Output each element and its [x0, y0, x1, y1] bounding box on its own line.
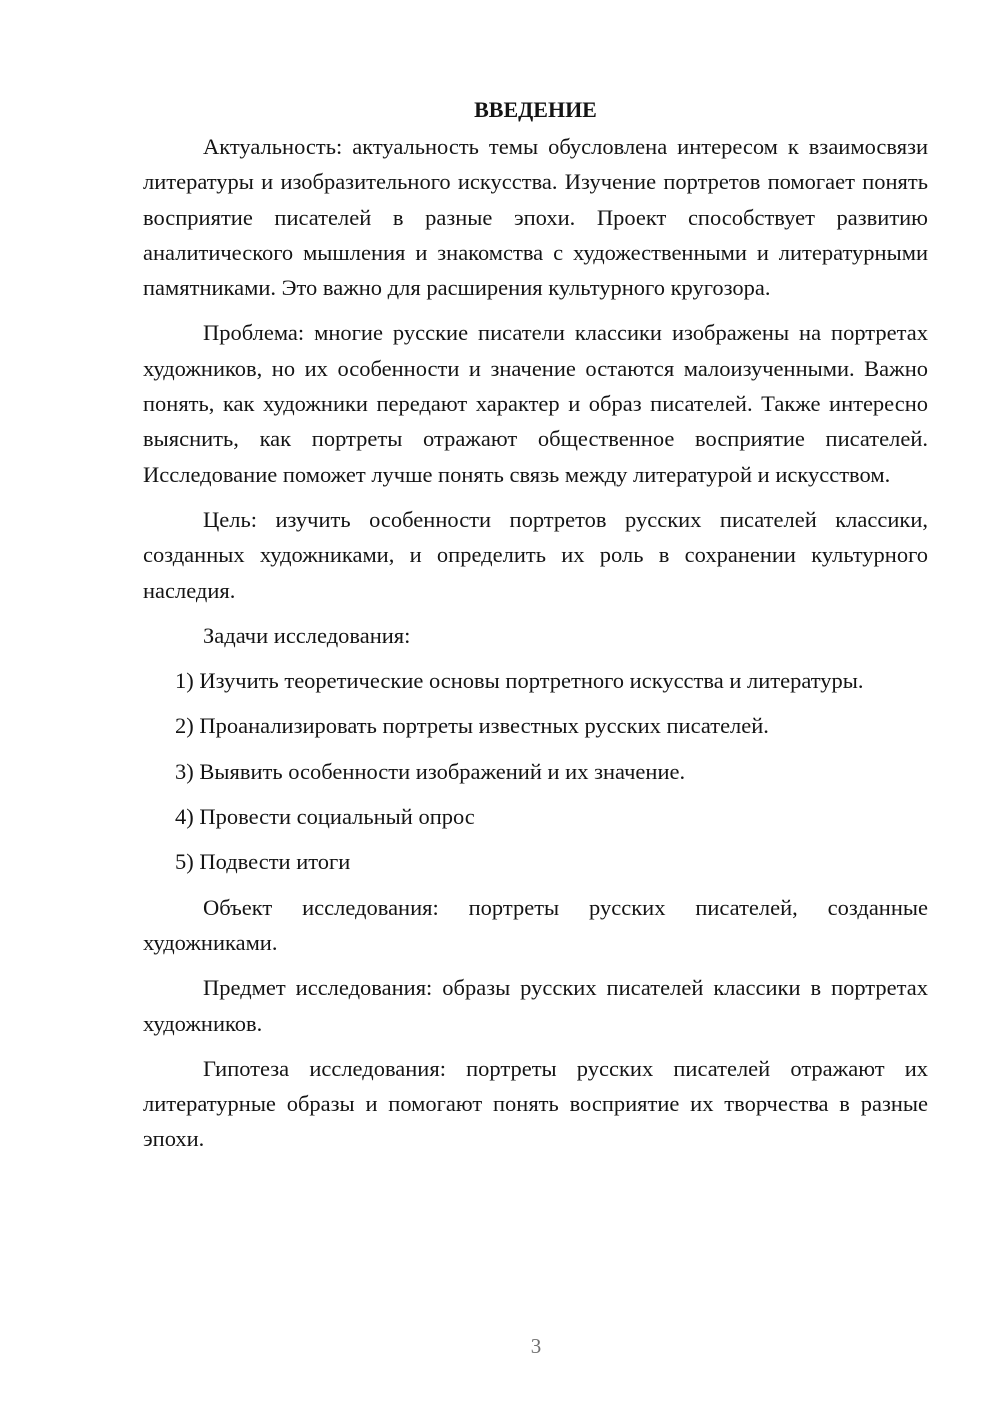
paragraph-problem: Проблема: многие русские писатели классики изображены на портретах художников, но их особенности и значение остаются малоизученными. Важно понять, как художники передают характер и образ писателей. Также интересно выяснить, как портреты отражают общественное восприятие писателей. Исследование поможет лучше понять связь между литературой и искусством. [143, 320, 928, 487]
paragraph-subject: Предмет исследования: образы русских писателей классики в портретах художников. [143, 975, 928, 1036]
paragraph-relevance: Актуальность: актуальность темы обусловлена интересом к взаимосвязи литературы и изобразительного искусства. Изучение портретов помогает понять восприятие писателей в разные эпохи. Проект способствует развитию аналитического мышления и знакомства с художественными и литературными памятниками. Это важно для расширения культурного кругозора. [143, 134, 928, 301]
task-item: 3) Выявить особенности изображений и их значение. [175, 758, 686, 784]
paragraph-object: Объект исследования: портреты русских писателей, созданные художниками. [143, 894, 928, 955]
page-number: 3 [530, 1334, 542, 1358]
paragraph-goal: Цель: изучить особенности портретов русских писателей классики, созданных художниками, и определить их роль в сохранении культурного наследия. [143, 506, 928, 603]
task-item: 5) Подвести итоги [175, 849, 351, 875]
paragraph-hypothesis: Гипотеза исследования: портреты русских писателей отражают их литературные образы и помогают понять восприятие их творчества в разные эпохи. [143, 1055, 928, 1152]
task-list [143, 663, 928, 879]
tasks-heading: Задачи исследования: [203, 622, 411, 648]
task-item: 4) Провести социальный опрос [175, 804, 475, 830]
task-item: 2) Проанализировать портреты известных русских писателей. [175, 713, 769, 739]
section-title: ВВЕДЕНИЕ [474, 97, 597, 122]
task-item: 1) Изучить теоретические основы портретного искусства и литературы. [175, 668, 864, 694]
page-content [143, 92, 928, 1167]
